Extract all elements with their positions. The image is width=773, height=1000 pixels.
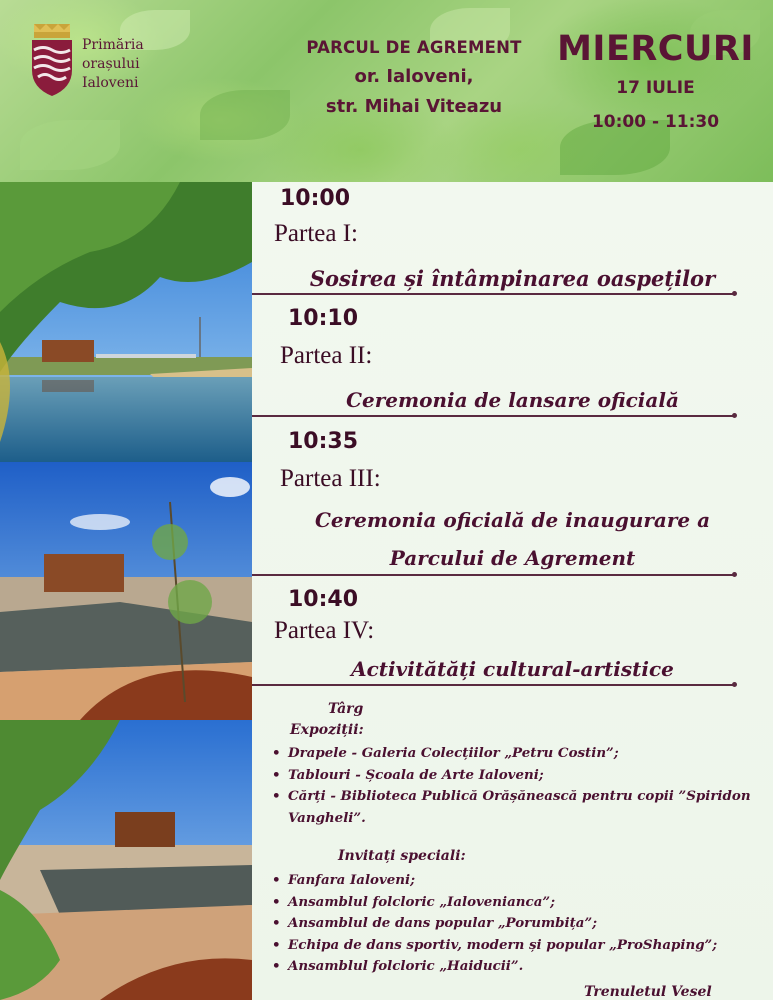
- event-day: MIERCURI: [557, 29, 754, 69]
- part-label: Partea III:: [280, 465, 381, 492]
- park-benches-photo: [0, 720, 252, 1000]
- park-lake-photo: [0, 182, 252, 462]
- divider-line: [252, 574, 735, 576]
- part-title: Ceremonia oficială de inaugurare a: [314, 508, 711, 532]
- venue-street: str. Mihai Viteazu: [325, 96, 503, 117]
- leaf-decoration: [200, 90, 290, 140]
- list-item: • Echipa de dans sportiv, modern și popular „ProShaping”;: [272, 935, 772, 957]
- list-item: • Drapele - Galeria Colecțiilor „Petru Costin”;: [272, 743, 772, 765]
- logo-line: Primăria: [82, 37, 144, 53]
- leaf-decoration: [20, 120, 120, 170]
- part-label: Partea II:: [280, 342, 373, 369]
- divider-line: [252, 684, 735, 686]
- exhibitions-list: [272, 743, 772, 829]
- guests-list: [272, 870, 772, 978]
- event-time: 10:00 - 11:30: [591, 112, 720, 132]
- list-item: • Ansamblul folcloric „Ialovenianca”;: [272, 892, 772, 914]
- list-item: • Cărți - Biblioteca Publică Orășănească pentru copii ”Spiridon: [272, 786, 772, 808]
- list-item: • Fanfara Ialoveni;: [272, 870, 772, 892]
- list-item: • Ansamblul folcloric „Haiducii”.: [272, 956, 772, 978]
- part-title: Ceremonia de lansare oficială: [346, 388, 679, 412]
- guests-label: Invitați speciali:: [338, 848, 466, 864]
- date-block: [548, 28, 763, 132]
- exhibitions-label: Expoziții:: [290, 722, 364, 738]
- venue-city: or. Ialoveni,: [354, 66, 474, 87]
- part-label: Partea IV:: [274, 617, 375, 644]
- part-title: Sosirea și întâmpinarea oaspeților: [309, 266, 716, 291]
- part-title: Activitătăți cultural-artistice: [351, 657, 674, 681]
- part-title: Parcului de Agrement: [389, 546, 636, 570]
- divider-line: [252, 293, 735, 295]
- park-plaza-photo: [0, 462, 252, 720]
- logo-line: Ialoveni: [82, 75, 139, 91]
- city-logo: [28, 22, 178, 102]
- part-time: 10:10: [288, 306, 359, 331]
- photo-column: [0, 182, 252, 1000]
- fair-label: Târg: [328, 701, 364, 717]
- logo-line: orașului: [82, 56, 140, 72]
- logo-text: [82, 36, 144, 93]
- list-item: • Ansamblul de dans popular „Porumbița”;: [272, 913, 772, 935]
- list-item-continuation: Vangheli”.: [288, 809, 366, 826]
- part-label: Partea I:: [274, 220, 358, 247]
- divider-line: [252, 415, 735, 417]
- coat-of-arms-icon: [28, 22, 76, 98]
- part-time: 10:00: [280, 186, 351, 211]
- train-label: Trenuletul Vesel: [584, 984, 712, 1000]
- list-item: • Tablouri - Școala de Arte Ialoveni;: [272, 765, 772, 787]
- venue-name: PARCUL DE AGREMENT: [306, 38, 522, 57]
- part-time: 10:40: [288, 587, 359, 612]
- venue-block: [284, 38, 544, 117]
- event-date: 17 IULIE: [616, 78, 695, 98]
- part-time: 10:35: [288, 429, 359, 454]
- header-banner: [0, 0, 773, 182]
- program-panel: [252, 182, 773, 1000]
